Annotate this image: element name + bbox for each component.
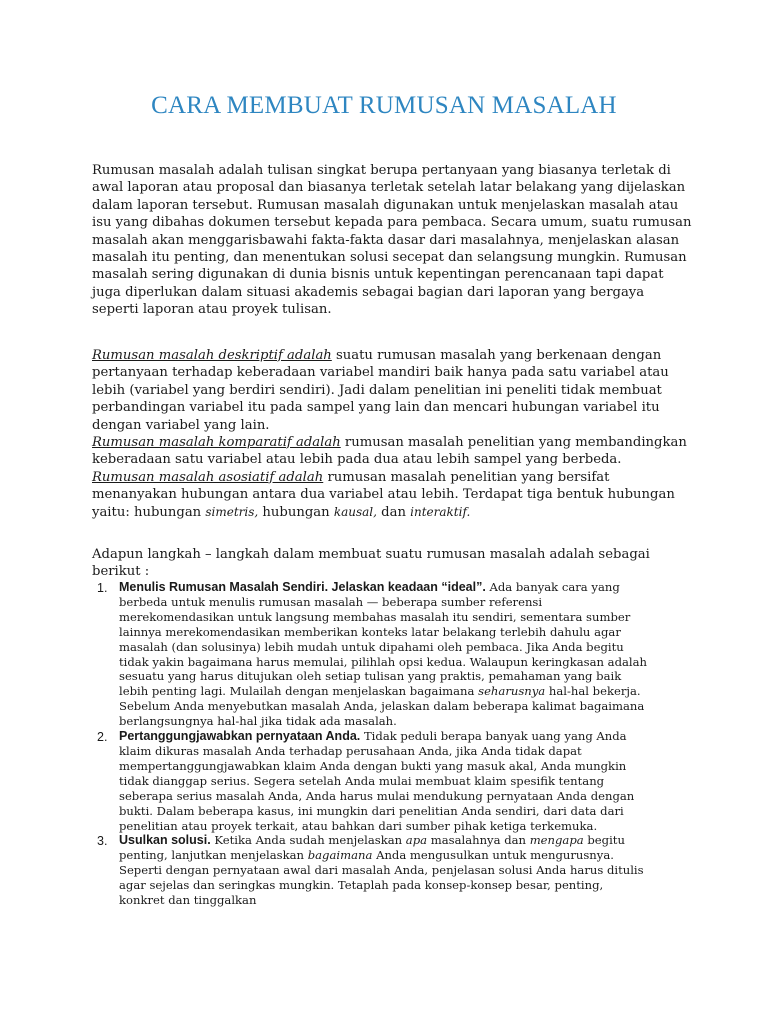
step-emphasis: apa [405, 833, 428, 848]
intro-paragraph: Rumusan masalah adalah tulisan singkat berupa pertanyaan yang biasanya terletak di awal laporan atau proposal dan biasanya terletak setelah latar belakang yang dijelaskan dalam laporan tersebut. Rumusan masalah digunakan untuk menjelaskan masalah atau isu yang dibahas dokumen tersebut kepada para pembaca. Secara umum, suatu rumusan masalah akan menggarisbawahi fakta-fakta dasar dari masalahnya, menjelaskan alasan masalah itu penting, dan menentukan solusi secepat dan selangsung mungkin. Rumusan masalah sering digunakan di dunia bisnis untuk kepentingan perencanaan tapi dapat juga diperlukan dalam situasi akademis sebagai bagian dari laporan yang bergaya seperti laporan atau proyek tulisan. [92, 163, 692, 318]
desc-deskriptif: suatu rumusan masalah yang berkenaan dengan pertanyaan terhadap keberadaan variabel mandiri baik hanya pada satu variabel atau lebih (variabel yang berdiri sendiri). Jadi dalam penelitian ini peneliti tidak membuat perbandingan variabel itu pada sampel yang lain dan mencari hubungan variabel itu dengan variabel yang lain. [92, 348, 669, 433]
list-number: 1. [97, 581, 108, 595]
step-emphasis: mengapa [529, 833, 584, 848]
step-emphasis: seharusnya [478, 684, 546, 699]
step-text: Ada banyak cara yang berbeda untuk menulis rumusan masalah — beberapa sumber referensi merekomendasikan untuk langsung membahas masalah itu sendiri, sementara sumber lainnya merekomendasikan memberikan konteks latar belakang terlebih dahulu agar masalah (dan solusinya) lebih mudah untuk dipahami oleh pembaca. Jika Anda begitu tidak yakin bagaimana harus memulai, pilihlah opsi kedua. Walaupun keringkasan adalah sesuatu yang harus ditujukan oleh setiap tulisan yang praktis, pemahaman yang baik lebih penting lagi. Mulailah dengan menjelaskan bagaimana [119, 580, 647, 699]
term-deskriptif: Rumusan masalah deskriptif adalah [92, 348, 332, 363]
desc-komparatif: rumusan masalah penelitian yang membandingkan keberadaan satu variabel atau lebih pada dua atau lebih sampel yang berbeda. [92, 435, 687, 468]
step-heading: Usulkan solusi. [119, 833, 211, 848]
step-heading: Pertanggungjawabkan pernyataan Anda. [119, 729, 361, 744]
word-interaktif: interaktif. [410, 504, 471, 519]
term-asosiatif: Rumusan masalah asosiatif adalah [92, 469, 324, 485]
page-title: CARA MEMBUAT RUMUSAN MASALAH [151, 92, 617, 119]
steps-intro: Adapun langkah – langkah dalam membuat suatu rumusan masalah adalah sebagai berikut : [92, 547, 650, 580]
step-text: Tidak peduli berapa banyak uang yang Anda klaim dikuras masalah Anda terhadap perusahaan Anda, jika Anda tidak dapat mempertanggungjawabkan klaim Anda dengan bukti yang masuk akal, Anda mungkin tidak dianggap serius. Segera setelah Anda mulai membuat klaim spesifik tentang seberapa serius masalah Anda, Anda harus mulai mendukung pernyataan Anda dengan bukti. Dalam beberapa kasus, ini mungkin dari penelitian Anda sendiri, dari data dari penelitian atau proyek terkait, atau bahkan dari sumber pihak ketiga terkemuka. [119, 729, 635, 833]
step-text: hal-hal bekerja. Sebelum Anda menyebutkan masalah Anda, jelaskan dalam beberapa kalimat bagaimana berlangsungnya hal-hal jika tidak ada masalah. [119, 684, 645, 729]
step-heading: Menulis Rumusan Masalah Sendiri. Jelaskan keadaan “ideal”. [119, 580, 486, 594]
list-item [92, 833, 652, 908]
word-kausal: kausal, [333, 504, 377, 519]
word-simetris: simetris, [205, 504, 259, 519]
list-number: 3. [97, 834, 108, 849]
type-asosiatif [92, 469, 692, 521]
step-text: Ketika Anda sudah menjelaskan [210, 833, 406, 848]
type-deskriptif [92, 347, 692, 434]
desc-asosiatif-mid1: hubungan [258, 504, 334, 520]
term-komparatif: Rumusan masalah komparatif adalah [92, 435, 341, 451]
desc-asosiatif: rumusan masalah penelitian yang bersifat menanyakan hubungan antara dua variabel atau lebih. Terdapat tiga bentuk hubungan yaitu: hubungan [92, 469, 675, 520]
desc-asosiatif-mid2: dan [376, 504, 411, 520]
problem-types-section [92, 347, 692, 521]
list-number: 2. [97, 730, 108, 745]
step-text: begitu penting, lanjutkan menjelaskan [119, 833, 625, 863]
list-item [92, 580, 652, 729]
step-emphasis: bagaimana [307, 848, 373, 863]
step-text: masalahnya dan [427, 833, 530, 848]
steps-list [92, 580, 652, 908]
step-text: Anda mengusulkan untuk mengurusnya. Seperti dengan pernyataan awal dari masalah Anda, penjelasan solusi Anda harus ditulis agar sejelas dan seringkas mungkin. Tetaplah pada konsep-konsep besar, penting, konkret dan tinggalkan [119, 848, 644, 908]
list-item [92, 729, 652, 833]
type-komparatif [92, 434, 692, 469]
